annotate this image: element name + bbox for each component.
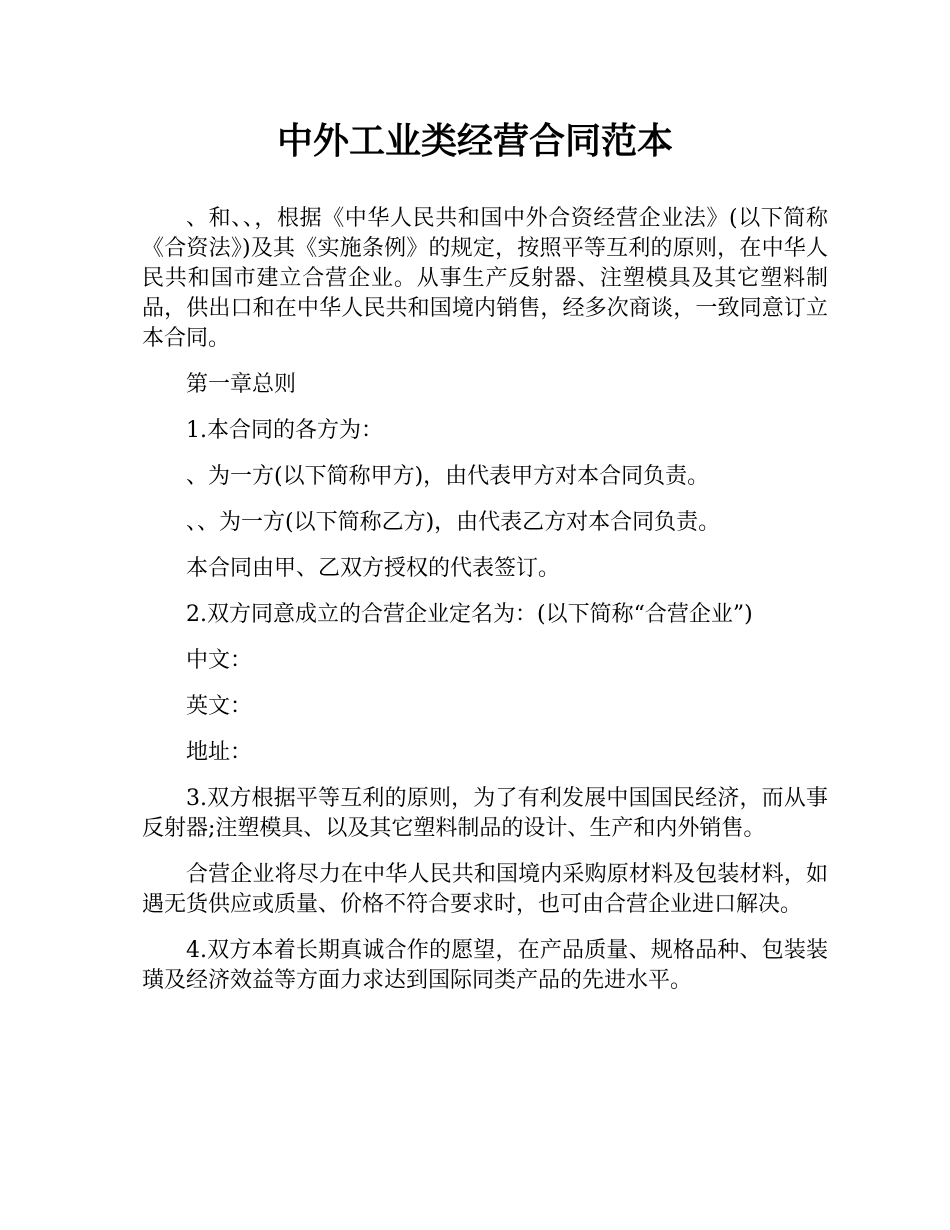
chapter-heading: 第一章总则 <box>186 372 297 397</box>
paragraph-clause-4: 4.双方本着长期真诚合作的愿望，在产品质量、规格品种、包装装璜及经济效益等方面力求达到国际同类产品的先进水平。 <box>142 938 828 993</box>
paragraph-signing: 本合同由甲、乙双方授权的代表签订。 <box>186 556 561 581</box>
document-body <box>142 204 828 1012</box>
paragraph-preamble: 、和、、，根据《中华人民共和国中外合资经营企业法》(以下简称《合资法》)及其《实施条例》的规定，按照平等互利的原则，在中华人民共和国市建立合营企业。从事生产反射器、注塑模具及其它塑料制品，供出口和在中华人民共和国境内销售，经多次商谈，一致同意订立本合同。 <box>142 206 828 351</box>
paragraph-english-name: 英文： <box>186 694 253 719</box>
paragraph-clause-1: 1.本合同的各方为： <box>186 418 383 443</box>
paragraph-chinese-name: 中文： <box>186 648 253 673</box>
paragraph-address: 地址： <box>186 740 253 765</box>
paragraph-party-a: 、为一方(以下简称甲方)，由代表甲方对本合同负责。 <box>186 464 710 489</box>
paragraph-clause-2: 2.双方同意成立的合营企业定名为：(以下简称“合营企业”) <box>186 602 753 627</box>
paragraph-party-b: 、、为一方(以下简称乙方)，由代表乙方对本合同负责。 <box>186 510 721 535</box>
paragraph-procurement: 合营企业将尽力在中华人民共和国境内采购原材料及包装材料，如遇无货供应或质量、价格不符合要求时，也可由合营企业进口解决。 <box>142 862 828 917</box>
document-title: 中外工业类经营合同范本 <box>276 121 673 162</box>
paragraph-clause-3: 3.双方根据平等互利的原则，为了有利发展中国国民经济，而从事反射器;注塑模具、以及其它塑料制品的设计、生产和内外销售。 <box>142 786 828 841</box>
